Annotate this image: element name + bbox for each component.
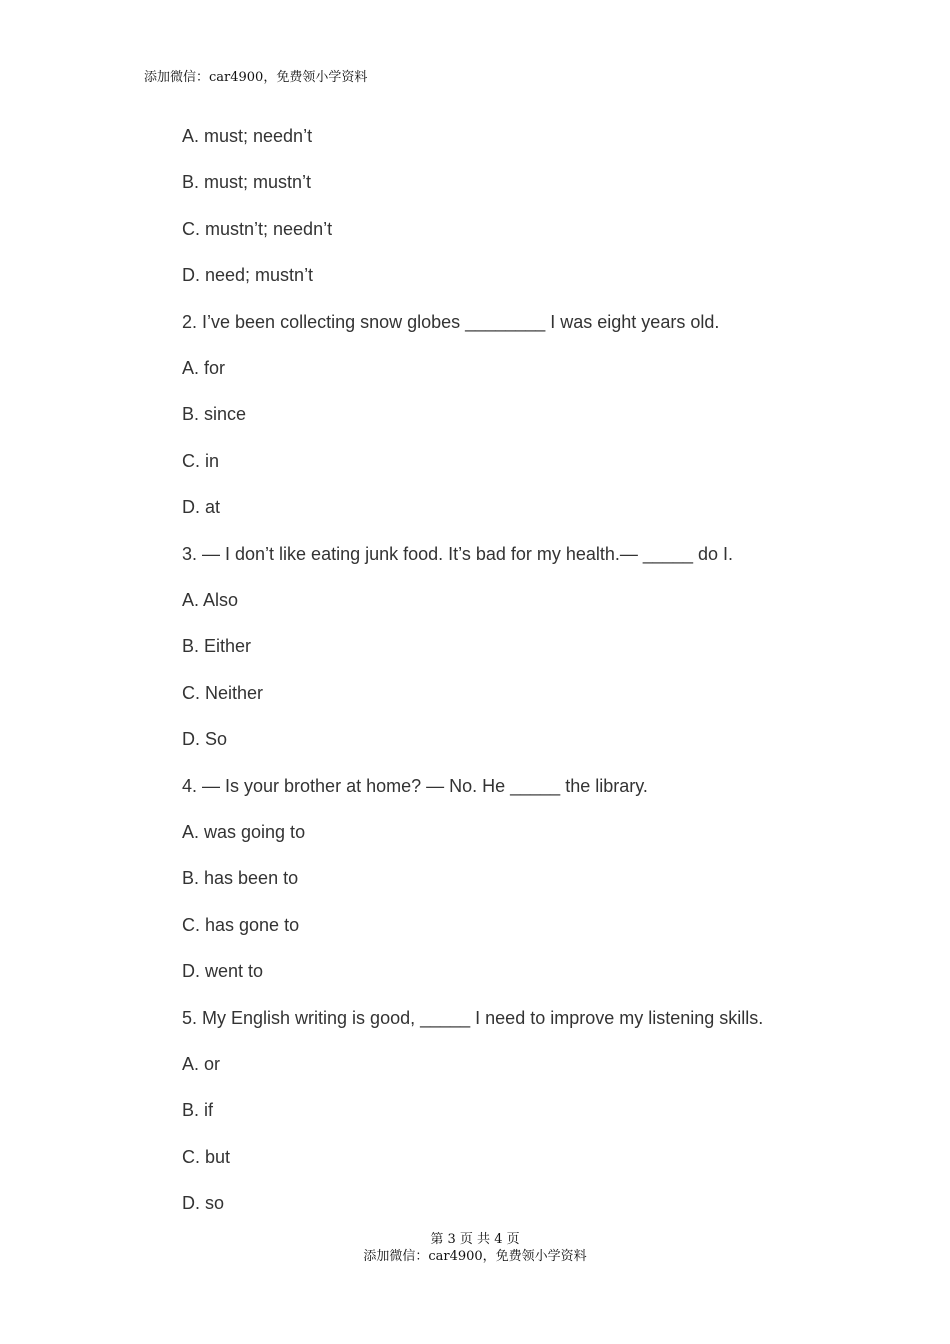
option-line: C. mustn’t; needn’t [182, 218, 333, 239]
option-line: C. in [182, 450, 220, 471]
option-line: C. Neither [182, 682, 264, 703]
question-line: 3. — I don’t like eating junk food. It’s bad for my health.— _____ do I. [182, 543, 733, 564]
option-line: A. was going to [182, 822, 306, 842]
option-line: A. must; needn’t [182, 126, 313, 146]
page-number: 第 3 页 共 4 页 [430, 1232, 520, 1247]
option-line: C. but [182, 1146, 231, 1167]
option-line: D. went to [182, 961, 264, 982]
page-header: 添加微信：car4900，免费领小学资料 [144, 70, 368, 85]
question-line: 4. — Is your brother at home? — No. He _____ the library. [182, 775, 648, 796]
option-line: D. at [182, 497, 221, 518]
option-line: B. if [182, 1100, 214, 1121]
option-line: D. need; mustn’t [182, 265, 314, 286]
option-line: B. since [182, 404, 247, 425]
option-line: B. has been to [182, 868, 299, 889]
option-line: C. has gone to [182, 914, 300, 935]
question-line: 5. My English writing is good, _____ I need to improve my listening skills. [182, 1007, 764, 1028]
question-line: 2. I’ve been collecting snow globes ________ I was eight years old. [182, 311, 720, 332]
page-footer-note: 添加微信：car4900，免费领小学资料 [363, 1249, 587, 1264]
option-line: B. Either [182, 636, 252, 657]
option-line: D. so [182, 1193, 225, 1214]
option-line: B. must; mustn’t [182, 172, 312, 193]
option-line: A. Also [182, 590, 239, 610]
option-line: D. So [182, 729, 228, 750]
option-line: A. or [182, 1054, 221, 1074]
option-line: A. for [182, 358, 226, 378]
